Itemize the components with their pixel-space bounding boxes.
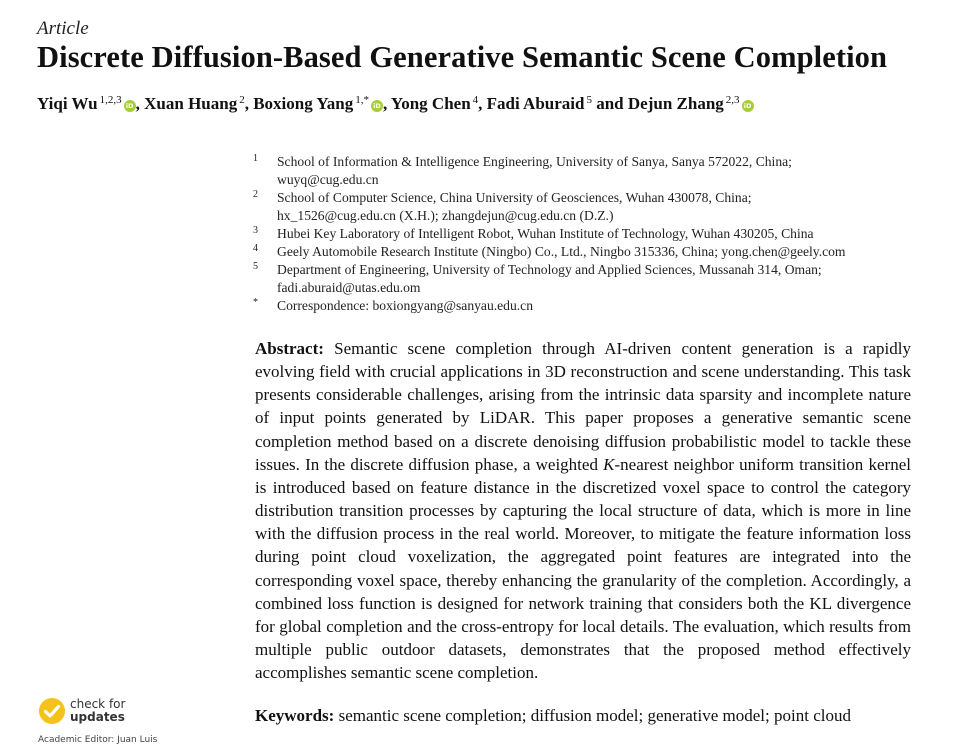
affiliation-number: 4 <box>253 243 258 254</box>
updates-label: updates <box>70 710 125 724</box>
affiliation-number: * <box>253 297 258 308</box>
abstract <box>255 337 911 684</box>
affiliation-item <box>253 225 913 243</box>
author-separator: , <box>244 94 254 113</box>
author-affiliation-marker: 2,3 <box>725 94 740 106</box>
author-name: Fadi Aburaid <box>486 94 585 113</box>
author-affiliation-marker: 4 <box>472 94 479 106</box>
orcid-icon[interactable]: iD <box>742 100 754 112</box>
author-list <box>37 94 754 114</box>
author-affiliation-marker: 5 <box>586 94 592 106</box>
author-separator: and <box>591 94 628 113</box>
author-separator: , <box>382 94 391 113</box>
author-name: Yiqi Wu <box>37 94 98 113</box>
author-name: Boxiong Yang <box>253 94 354 113</box>
author-separator: , <box>135 94 145 113</box>
affiliation-line: Hubei Key Laboratory of Intelligent Robot, Wuhan Institute of Technology, Wuhan 430205, China <box>277 226 814 241</box>
affiliation-item <box>253 189 913 225</box>
affiliations-list <box>253 153 913 315</box>
affiliation-item <box>253 243 913 261</box>
keywords <box>255 706 851 726</box>
article-type: Article <box>37 18 89 39</box>
affiliation-line: hx_1526@cug.edu.cn (X.H.); zhangdejun@cug.edu.cn (D.Z.) <box>277 208 614 223</box>
affiliation-line: School of Computer Science, China University of Geosciences, Wuhan 430078, China; <box>277 190 752 205</box>
affiliation-item <box>253 297 913 315</box>
author-affiliation-marker: 1,2,3 <box>99 94 122 106</box>
affiliation-line: Correspondence: boxiongyang@sanyau.edu.cn <box>277 298 534 313</box>
author-affiliation-marker: 1,* <box>355 94 369 106</box>
abstract-text-part1: Semantic scene completion through AI-driven content generation is a rapidly evolving field with crucial applications in 3D reconstruction and scene understanding. This task presents considerable challenges, arising from the intrinsic data sparsity and incomplete nature of input points generated by LiDAR. This paper proposes a generative semantic scene completion method based on a discrete denoising diffusion probabilistic model to tackle these issues. In the discrete diffusion phase, a weighted <box>255 339 912 474</box>
author-name: Xuan Huang <box>144 94 238 113</box>
paper-title: Discrete Diffusion-Based Generative Semantic Scene Completion <box>37 40 888 74</box>
author-name: Yong Chen <box>390 94 471 113</box>
affiliation-number: 3 <box>253 225 258 236</box>
keywords-label: Keywords: <box>255 706 335 725</box>
author-separator: , <box>478 94 487 113</box>
affiliation-line: Geely Automobile Research Institute (Ningbo) Co., Ltd., Ningbo 315336, China; yong.chen@geely.com <box>277 244 846 259</box>
abstract-text-part2: -nearest neighbor uniform transition kernel is introduced based on feature distance in the discretized voxel space to control the category distribution transition processes by capturing the local structure of data, which is more in line with the diffusion process in the real world. Moreover, to mitigate the feature information loss during point cloud voxelization, the aggregated point features are integrated into the corresponding voxel space, thereby enhancing the granularity of the completion. Accordingly, a combined loss function is designed for network training that considers both the KL divergence for global completion and the cross-entropy for local details. The evaluation, which results from multiple public outdoor datasets, demonstrates that the proposed method effectively accomplishes semantic scene completion. <box>255 454 911 683</box>
author-name: Dejun Zhang <box>627 94 724 113</box>
affiliation-number: 5 <box>253 261 258 272</box>
check-for-updates-icon <box>38 697 66 725</box>
affiliation-line: School of Information & Intelligence Engineering, University of Sanya, Sanya 572022, China; <box>277 154 792 169</box>
affiliation-line: fadi.aburaid@utas.edu.om <box>277 280 421 295</box>
academic-editor-cutoff: Academic Editor: Juan Luis <box>38 735 158 745</box>
abstract-k-symbol: K <box>603 454 615 474</box>
check-for-label: check for <box>70 697 126 711</box>
affiliation-number: 1 <box>253 153 258 164</box>
abstract-label: Abstract: <box>255 339 324 358</box>
affiliation-item <box>253 153 913 189</box>
affiliation-line: wuyq@cug.edu.cn <box>277 172 379 187</box>
orcid-icon[interactable]: iD <box>124 100 136 112</box>
affiliation-item <box>253 261 913 297</box>
affiliation-line: Department of Engineering, University of Technology and Applied Sciences, Mussanah 314, Oman; <box>277 262 822 277</box>
keywords-text: semantic scene completion; diffusion model; generative model; point cloud <box>338 706 851 725</box>
affiliation-number: 2 <box>253 189 258 200</box>
author-affiliation-marker: 2 <box>239 94 245 106</box>
orcid-icon[interactable]: iD <box>371 100 383 112</box>
